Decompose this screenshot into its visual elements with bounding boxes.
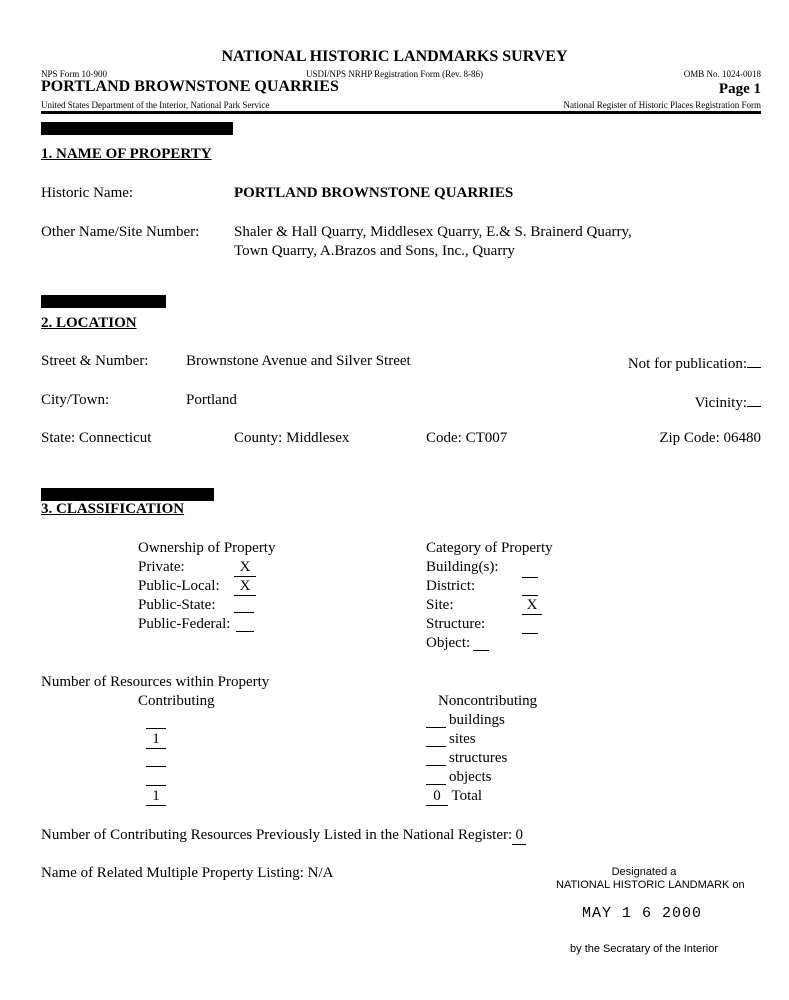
previously-listed (41, 827, 526, 845)
public-federal-label: Public-Federal: (138, 616, 231, 632)
public-local-label: Public-Local: (138, 578, 220, 594)
site-checkbox: X (522, 597, 542, 615)
noncontributing-heading: Noncontributing (438, 693, 538, 709)
nc-objects: objects (449, 769, 492, 785)
other-name-line-1: Shaler & Hall Quarry, Middlesex Quarry, E.& S. Brainerd Quarry, (234, 224, 632, 240)
contributing-structures-blank (146, 766, 166, 767)
district-blank (522, 595, 538, 596)
redaction-bar (41, 295, 166, 308)
street-value: Brownstone Avenue and Silver Street (186, 353, 411, 369)
form-number: NPS Form 10-900 (41, 69, 108, 79)
private-checkbox: X (234, 559, 256, 577)
not-for-publication (628, 353, 761, 373)
header-rule (41, 111, 761, 114)
contributing-total (146, 788, 166, 806)
section-1-heading: 1. NAME OF PROPERTY (41, 146, 212, 162)
site-label: Site: (426, 597, 454, 613)
vicinity-label: Vicinity: (694, 395, 747, 411)
register-form-label: National Register of Historic Places Registration Form (563, 100, 761, 110)
district-label: District: (426, 578, 476, 594)
stamp-date: MAY 1 6 2000 (581, 905, 703, 922)
public-state-blank (234, 612, 254, 613)
nc-total-value: 0 (426, 788, 448, 806)
not-for-publication-label: Not for publication: (627, 356, 747, 372)
page-label: Page 1 (718, 81, 761, 97)
nc-objects-blank (426, 784, 446, 785)
public-federal-blank (236, 631, 254, 632)
buildings-blank (522, 577, 538, 578)
contributing-buildings-blank (146, 728, 166, 729)
nc-sites-blank (426, 746, 446, 747)
property-title: PORTLAND BROWNSTONE QUARRIES (41, 78, 339, 95)
stamp-line-3: by the Secratary of the Interior (570, 943, 718, 955)
historic-name-label: Historic Name: (41, 185, 134, 201)
city-value: Portland (186, 392, 237, 408)
previously-listed-value: 0 (512, 827, 526, 845)
stamp-line-2: NATIONAL HISTORIC LANDMARK on (556, 879, 745, 891)
omb-number: OMB No. 1024-0018 (683, 69, 761, 79)
public-state-label: Public-State: (138, 597, 216, 613)
code: Code: CT007 (426, 430, 508, 446)
nc-structures: structures (449, 750, 508, 766)
section-2-heading: 2. LOCATION (41, 315, 137, 331)
vicinity (695, 392, 761, 412)
other-name-label: Other Name/Site Number: (41, 224, 200, 240)
category-heading: Category of Property (426, 540, 553, 556)
registration-form-label: USDI/NPS NRHP Registration Form (Rev. 8-86) (305, 69, 484, 79)
redaction-bar (41, 488, 214, 501)
zip-code: Zip Code: 06480 (659, 430, 761, 446)
site-mark (522, 597, 542, 615)
object-label: Object: (426, 635, 471, 651)
street-label: Street & Number: (41, 353, 149, 369)
contributing-objects-blank (146, 785, 166, 786)
ownership-heading: Ownership of Property (138, 540, 276, 556)
nc-total (426, 788, 482, 806)
contributing-sites (146, 731, 166, 749)
nc-buildings-blank (426, 727, 446, 728)
related-listing: Name of Related Multiple Property Listing: N/A (41, 865, 334, 881)
nc-sites: sites (449, 731, 476, 747)
nc-structures-blank (426, 765, 446, 766)
nc-total-label: Total (451, 788, 483, 804)
not-for-publication-blank (747, 353, 761, 368)
redaction-bar (41, 122, 233, 135)
stamp-line-1: Designated a (611, 866, 677, 878)
private-mark (234, 559, 256, 577)
state: State: Connecticut (41, 430, 152, 446)
public-local-checkbox: X (234, 578, 256, 596)
nc-buildings: buildings (449, 712, 505, 728)
object-blank (473, 650, 489, 651)
vicinity-blank (747, 392, 761, 407)
private-label: Private: (138, 559, 185, 575)
previously-listed-label: Number of Contributing Resources Previously Listed in the National Register: (41, 827, 513, 843)
department-label: United States Department of the Interior, National Park Service (41, 100, 270, 110)
contributing-total-value: 1 (146, 788, 166, 806)
section-3-heading: 3. CLASSIFICATION (41, 501, 185, 517)
structure-label: Structure: (426, 616, 486, 632)
survey-title: NATIONAL HISTORIC LANDMARKS SURVEY (221, 48, 568, 65)
structure-blank (522, 633, 538, 634)
historic-name-value: PORTLAND BROWNSTONE QUARRIES (234, 185, 514, 201)
contributing-sites-value: 1 (146, 731, 166, 749)
other-name-line-2: Town Quarry, A.Brazos and Sons, Inc., Quarry (234, 243, 515, 259)
public-local-mark (234, 578, 256, 596)
buildings-label: Building(s): (426, 559, 499, 575)
county: County: Middlesex (234, 430, 350, 446)
contributing-heading: Contributing (138, 693, 215, 709)
resources-heading: Number of Resources within Property (41, 674, 270, 690)
city-label: City/Town: (41, 392, 110, 408)
